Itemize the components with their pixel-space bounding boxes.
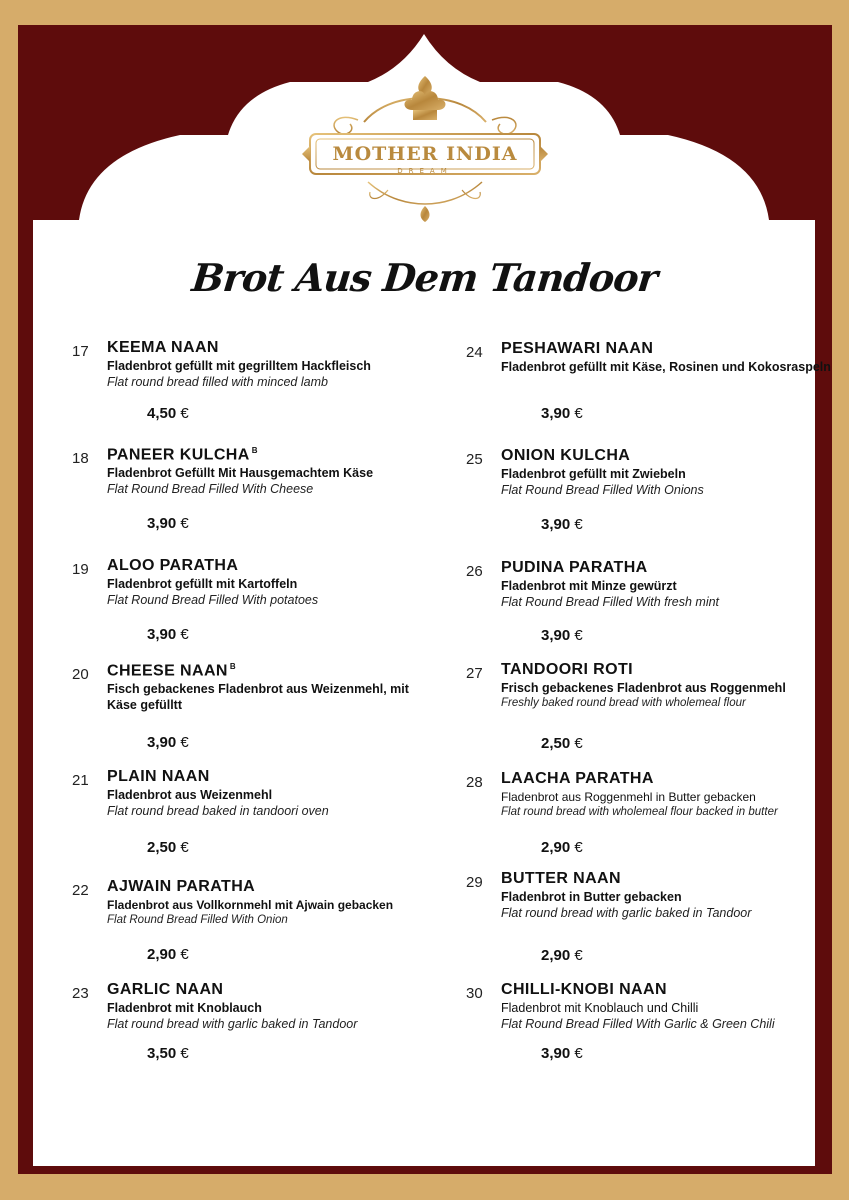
item-name-text: CHILLI-KNOBI NAAN (501, 981, 667, 998)
item-description-de: Fladenbrot mit Knoblauch (107, 1001, 262, 1015)
item-name-text: CHEESE NAAN (107, 662, 228, 680)
item-name-text: AJWAIN PARATHA (107, 878, 256, 895)
item-name (501, 661, 633, 679)
item-name (107, 446, 258, 464)
item-description-de: Fladenbrot aus Weizenmehl (107, 788, 273, 802)
item-price (147, 839, 189, 856)
item-name (501, 559, 648, 577)
price-value: 3,50 (147, 1045, 177, 1062)
menu-item (466, 981, 796, 1065)
menu-item (72, 446, 402, 535)
item-name-text: PUDINA PARATHA (501, 559, 648, 576)
currency-symbol: € (180, 946, 189, 963)
currency-symbol: € (574, 839, 583, 856)
item-description-de: Fladenbrot in Butter gebacken (501, 890, 682, 904)
allergen-marker: B (251, 446, 258, 455)
item-number: 22 (72, 882, 89, 899)
item-price (147, 405, 189, 422)
currency-symbol: € (180, 839, 189, 856)
item-description-en: Flat Round Bread Filled With Onions (501, 483, 704, 497)
item-name-text: PANEER KULCHA (107, 446, 250, 464)
item-name (107, 981, 223, 999)
logo-brand-text: MOTHER INDIA (332, 143, 518, 165)
item-price (541, 1045, 583, 1062)
item-description-de: Fladenbrot gefüllt mit gegrilltem Hackfleisch (107, 359, 371, 373)
item-price (541, 516, 583, 533)
item-name (107, 339, 219, 357)
price-value: 4,50 (147, 405, 177, 422)
price-value: 2,90 (147, 946, 177, 963)
item-name-text: LAACHA PARATHA (501, 770, 654, 787)
item-description-en: Flat round bread filled with minced lamb (107, 375, 328, 389)
currency-symbol: € (180, 405, 189, 422)
item-description-en: Flat round bread baked in tandoori oven (107, 804, 329, 818)
item-number: 30 (466, 985, 483, 1002)
item-description-en: Flat Round Bread Filled With Garlic & Green Chili (501, 1017, 775, 1031)
item-name-text: KEEMA NAAN (107, 339, 219, 356)
item-number: 18 (72, 450, 89, 467)
item-description-en: Flat Round Bread Filled With potatoes (107, 593, 319, 607)
menu-item (466, 559, 796, 647)
currency-symbol: € (574, 627, 583, 644)
price-value: 3,90 (541, 516, 571, 533)
item-name-text: BUTTER NAAN (501, 870, 621, 887)
item-name (107, 878, 255, 896)
price-value: 3,90 (541, 627, 571, 644)
item-description-en: Freshly baked round bread with wholemeal flour (501, 697, 746, 709)
item-name (501, 340, 653, 358)
item-price (541, 735, 583, 752)
price-value: 2,90 (541, 839, 571, 856)
item-description-de: Fladenbrot mit Knoblauch und Chilli (501, 1001, 699, 1015)
menu-item (466, 447, 796, 536)
item-description-de: Fladenbrot Gefüllt Mit Hausgemachtem Käse (107, 466, 374, 480)
currency-symbol: € (574, 516, 583, 533)
item-number: 29 (466, 874, 483, 891)
item-name (107, 662, 236, 680)
currency-symbol: € (574, 1045, 583, 1062)
allergen-marker: B (229, 662, 237, 671)
price-value: 3,90 (541, 1045, 571, 1062)
item-name (501, 770, 654, 788)
currency-symbol: € (180, 626, 189, 643)
item-name (501, 870, 621, 888)
menu-item (72, 878, 402, 966)
item-description-en: Flat Round Bread Filled With fresh mint (501, 595, 720, 609)
currency-symbol: € (180, 1045, 189, 1062)
item-name (501, 981, 667, 999)
item-name-text: PESHAWARI NAAN (501, 340, 654, 357)
menu-item (466, 870, 796, 967)
item-number: 24 (466, 344, 483, 361)
item-name-text: ALOO PARATHA (107, 557, 239, 574)
menu-item (72, 339, 402, 425)
item-price (147, 626, 189, 643)
item-price (147, 734, 189, 751)
price-value: 2,90 (541, 947, 571, 964)
item-name (501, 447, 630, 465)
item-number: 20 (72, 666, 89, 683)
logo-tagline-text: DREAM (397, 167, 453, 175)
item-number: 25 (466, 451, 483, 468)
currency-symbol: € (574, 735, 583, 752)
currency-symbol: € (574, 405, 583, 422)
item-number: 28 (466, 774, 483, 791)
menu-item (72, 768, 402, 859)
item-name (107, 557, 238, 575)
item-description-en: Flat round bread with garlic baked in Tandoor (501, 906, 752, 920)
currency-symbol: € (574, 947, 583, 964)
item-name-text: ONION KULCHA (501, 447, 631, 464)
menu-item (466, 661, 796, 755)
price-value: 2,50 (541, 735, 571, 752)
item-description-de: Fladenbrot gefüllt mit Kartoffeln (107, 577, 298, 591)
item-price (541, 405, 583, 422)
item-name-text: TANDOORI ROTI (501, 661, 634, 678)
item-price (541, 839, 583, 856)
item-name-text: GARLIC NAAN (107, 981, 224, 998)
item-description-de: Fisch gebackenes Fladenbrot aus Weizenmehl, mit Käse gefülltt (107, 682, 409, 712)
menu-item (72, 557, 402, 646)
item-number: 19 (72, 561, 89, 578)
item-price (541, 947, 583, 964)
item-description-en: Flat round bread with wholemeal flour backed in butter (501, 806, 778, 818)
item-description-de: Fladenbrot mit Minze gewürzt (501, 579, 677, 593)
price-value: 3,90 (541, 405, 571, 422)
item-price (147, 946, 189, 963)
item-number: 21 (72, 772, 89, 789)
item-name (107, 768, 210, 786)
price-value: 3,90 (147, 626, 177, 643)
item-price (147, 1045, 189, 1062)
price-value: 3,90 (147, 515, 177, 532)
item-description-de: Fladenbrot gefüllt mit Käse, Rosinen und Kokosraspeln (501, 360, 831, 374)
item-number: 17 (72, 343, 89, 360)
currency-symbol: € (180, 734, 189, 751)
menu-item (466, 340, 831, 425)
item-price (541, 627, 583, 644)
price-value: 3,90 (147, 734, 177, 751)
item-description-en: Flat Round Bread Filled With Onion (107, 914, 288, 926)
currency-symbol: € (180, 515, 189, 532)
page-title: Brot Aus Dem Tandoor (189, 255, 660, 300)
item-name-text: PLAIN NAAN (107, 768, 210, 785)
item-description-de: Fladenbrot aus Vollkornmehl mit Ajwain gebacken (107, 898, 394, 912)
item-number: 23 (72, 985, 89, 1002)
item-number: 27 (466, 665, 483, 682)
item-description-de: Fladenbrot aus Roggenmehl in Butter gebacken (501, 790, 756, 804)
item-description-de: Fladenbrot gefüllt mit Zwiebeln (501, 467, 686, 481)
menu-item (72, 981, 402, 1065)
item-description-de: Frisch gebackenes Fladenbrot aus Roggenmehl (501, 681, 786, 695)
item-number: 26 (466, 563, 483, 580)
item-price (147, 515, 189, 532)
item-description-en: Flat round bread with garlic baked in Tandoor (107, 1017, 358, 1031)
price-value: 2,50 (147, 839, 177, 856)
menu-item (72, 662, 409, 754)
item-description-en: Flat Round Bread Filled With Cheese (107, 482, 314, 496)
menu-item (466, 770, 796, 859)
